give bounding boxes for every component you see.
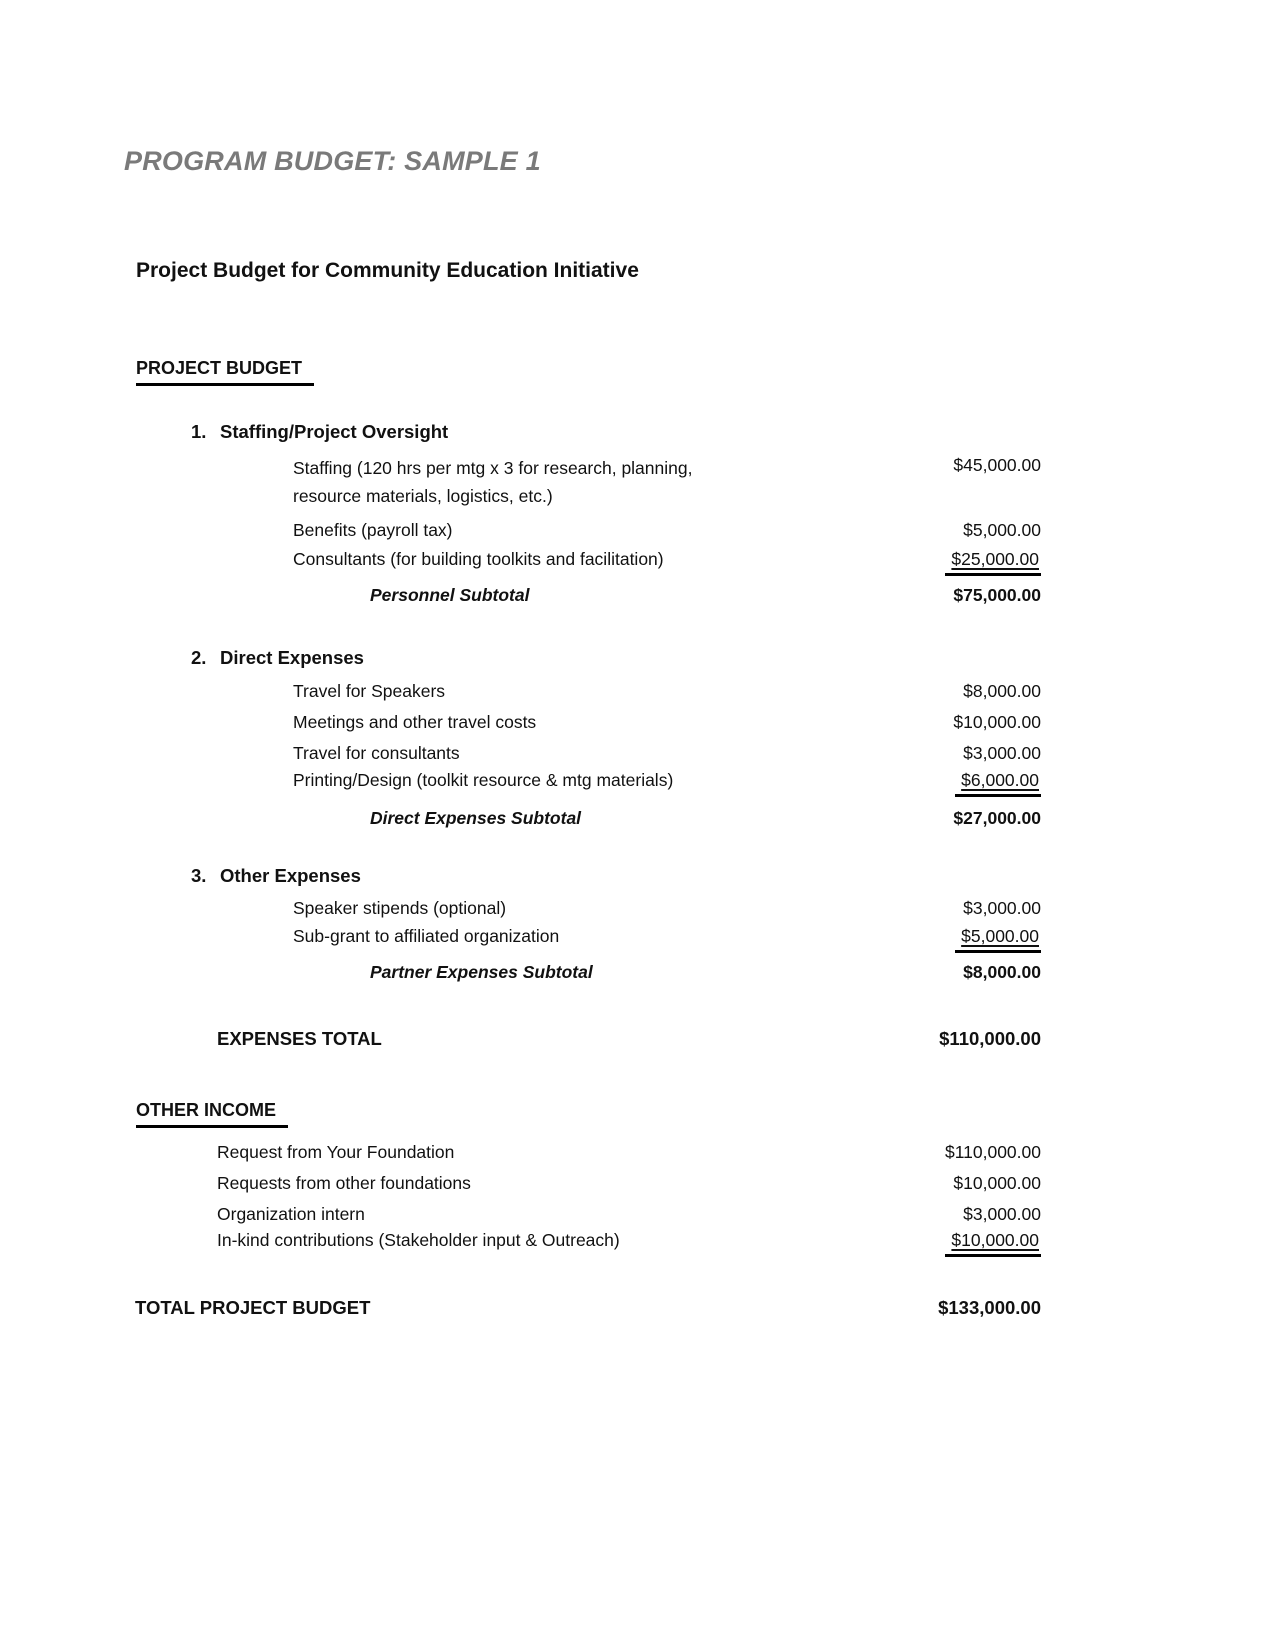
line-item-label: Benefits (payroll tax) xyxy=(293,520,453,540)
line-item xyxy=(135,454,1041,510)
income-item-label: In-kind contributions (Stakeholder input & Outreach) xyxy=(217,1230,620,1250)
expenses-total-label: EXPENSES TOTAL xyxy=(217,1028,382,1049)
section-1-heading xyxy=(135,421,1041,443)
other-income-heading xyxy=(136,1100,288,1128)
line-item xyxy=(135,519,1041,541)
project-budget-heading xyxy=(136,358,314,386)
line-item-amount: $5,000.00 xyxy=(963,520,1041,540)
income-item xyxy=(135,1229,1041,1257)
section-3-heading-text: Other Expenses xyxy=(220,865,361,886)
subtotal-label: Direct Expenses Subtotal xyxy=(370,808,582,828)
line-item xyxy=(135,925,1041,953)
section-2-heading xyxy=(135,647,1041,669)
line-item-label: Staffing (120 hrs per mtg x 3 for research, planning, resource materials, logistics, etc.) xyxy=(293,458,693,506)
line-item-amount: $3,000.00 xyxy=(963,743,1041,763)
line-item-amount-underlined: $25,000.00 xyxy=(945,548,1041,576)
income-item xyxy=(135,1203,1041,1225)
line-item-label: Sub-grant to affiliated organization xyxy=(293,926,560,946)
total-project-budget-row xyxy=(135,1297,1041,1319)
line-item-amount-underlined: $5,000.00 xyxy=(955,925,1041,953)
total-project-budget-label: TOTAL PROJECT BUDGET xyxy=(135,1297,371,1318)
page-title: PROGRAM BUDGET: SAMPLE 1 xyxy=(124,146,541,176)
subtotal-amount: $27,000.00 xyxy=(953,808,1041,828)
line-item-label: Meetings and other travel costs xyxy=(293,712,537,732)
line-item xyxy=(135,897,1041,919)
subtotal-row xyxy=(135,807,1041,829)
subtotal-label: Personnel Subtotal xyxy=(370,585,530,605)
line-item xyxy=(135,711,1041,733)
income-item-label: Requests from other foundations xyxy=(217,1173,471,1193)
subtotal-row xyxy=(135,961,1041,983)
section-2-number: 2. xyxy=(191,647,207,668)
income-item-amount: $3,000.00 xyxy=(963,1204,1041,1224)
income-item-label: Request from Your Foundation xyxy=(217,1142,455,1162)
income-item-amount-underlined: $10,000.00 xyxy=(945,1229,1041,1257)
line-item-label: Travel for Speakers xyxy=(293,681,446,701)
line-item-amount: $45,000.00 xyxy=(953,455,1041,475)
line-item-amount: $10,000.00 xyxy=(953,712,1041,732)
income-item-amount: $10,000.00 xyxy=(953,1173,1041,1193)
other-income-heading-text: OTHER INCOME xyxy=(136,1100,288,1128)
expenses-total-row xyxy=(135,1028,1041,1050)
subtotal-amount: $8,000.00 xyxy=(963,962,1041,982)
line-item-label: Consultants (for building toolkits and facilitation) xyxy=(293,549,664,569)
subtotal-amount: $75,000.00 xyxy=(953,585,1041,605)
line-item-amount: $3,000.00 xyxy=(963,898,1041,918)
income-item xyxy=(135,1141,1041,1163)
line-item-label: Speaker stipends (optional) xyxy=(293,898,507,918)
line-item xyxy=(135,742,1041,764)
total-project-budget-amount: $133,000.00 xyxy=(938,1297,1041,1318)
line-item xyxy=(135,680,1041,702)
line-item-amount-underlined: $6,000.00 xyxy=(955,769,1041,797)
income-item xyxy=(135,1172,1041,1194)
line-item xyxy=(135,548,1041,576)
section-1-number: 1. xyxy=(191,421,207,442)
line-item-label: Travel for consultants xyxy=(293,743,460,763)
line-item xyxy=(135,769,1041,797)
section-3-heading xyxy=(135,865,1041,887)
section-1-heading-text: Staffing/Project Oversight xyxy=(220,421,449,442)
income-item-label: Organization intern xyxy=(217,1204,365,1224)
section-3-number: 3. xyxy=(191,865,207,886)
line-item-amount: $8,000.00 xyxy=(963,681,1041,701)
line-item-label: Printing/Design (toolkit resource & mtg materials) xyxy=(293,770,674,790)
project-budget-heading-text: PROJECT BUDGET xyxy=(136,358,314,386)
document-title: Project Budget for Community Education Initiative xyxy=(136,259,639,282)
income-item-amount: $110,000.00 xyxy=(944,1142,1041,1162)
subtotal-label: Partner Expenses Subtotal xyxy=(370,962,593,982)
section-2-heading-text: Direct Expenses xyxy=(220,647,364,668)
subtotal-row xyxy=(135,584,1041,606)
expenses-total-amount: $110,000.00 xyxy=(939,1028,1041,1049)
